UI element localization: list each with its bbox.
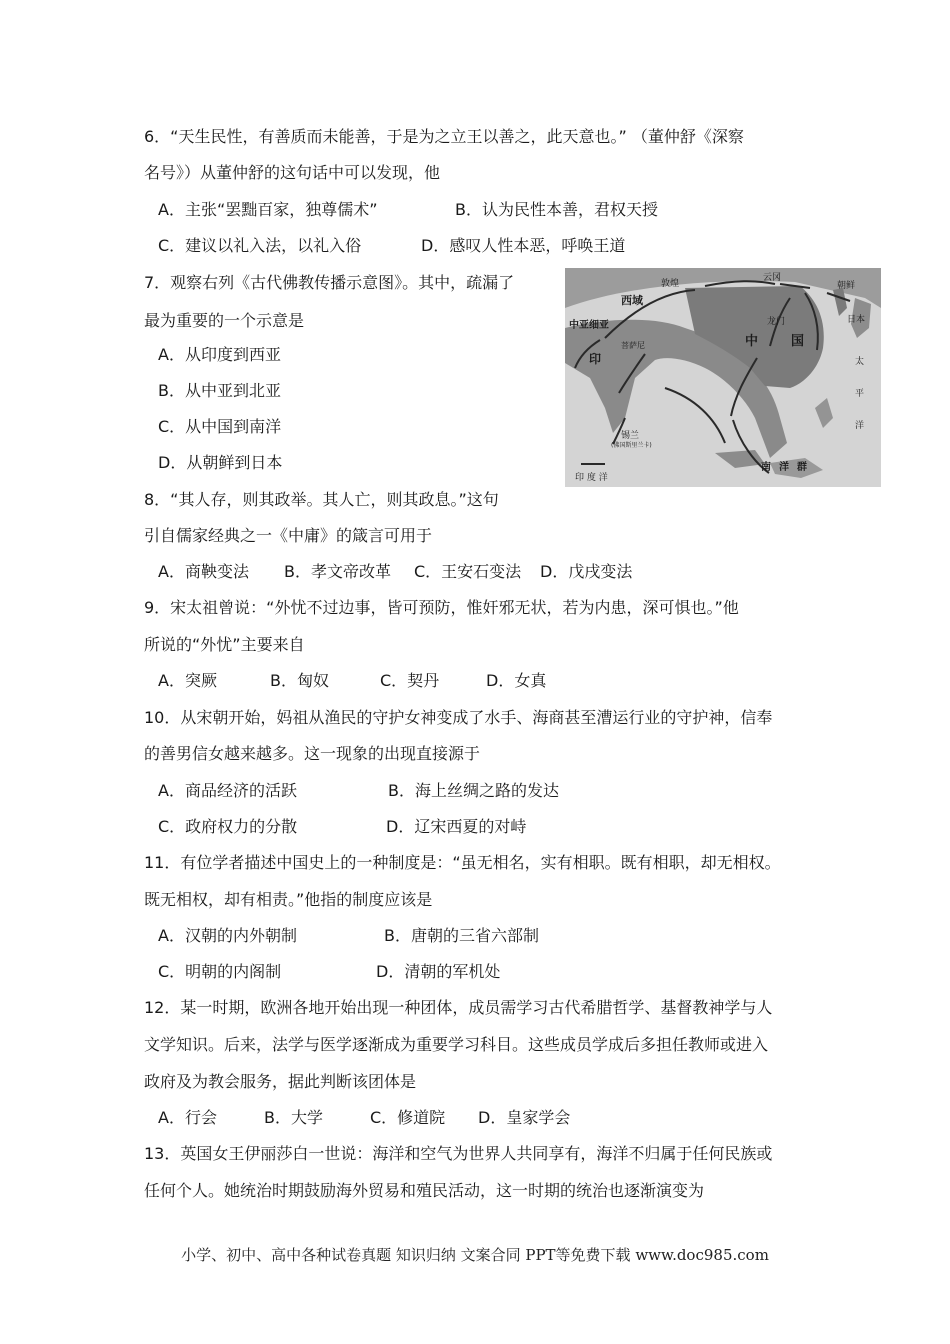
q12-option-d: D．皇家学会: [478, 1108, 571, 1127]
map-label-pacific-3: 洋: [855, 421, 865, 431]
q6-line1: 6．“天生民性，有善质而未能善，于是为之立王以善之，此天意也。” （董仲舒《深察: [144, 127, 744, 146]
q12-line2: 文学知识。后来，法学与医学逐渐成为重要学习科目。这些成员学成后多担任教师或进入: [144, 1035, 769, 1054]
q7-option-c: C．从中国到南洋: [158, 417, 282, 436]
q6-line2: 名号》）从董仲舒的这句话中可以发现，他: [144, 163, 441, 182]
q10-option-a: A．商品经济的活跃: [158, 781, 297, 800]
map-label-nanyang-1: 南: [761, 462, 771, 473]
q7-line2: 最为重要的一个示意是: [144, 311, 305, 330]
map-label-india: 印: [589, 352, 602, 366]
map-label-dunhuang: 敦煌: [661, 279, 680, 289]
q8-line1: 8．“其人存，则其政举。其人亡，则其政息。”这句: [144, 490, 499, 509]
q6-option-d: D．感叹人性本恶，呼唤王道: [421, 236, 626, 255]
map-label-china-1: 中: [745, 334, 759, 349]
q10-line1: 10．从宋朝开始，妈祖从渔民的守护女神变成了水手、海商甚至漕运行业的守护神，信奉: [144, 708, 773, 727]
map-label-western-regions: 西域: [621, 294, 643, 307]
map-label-nanyang-2: 洋: [779, 462, 789, 473]
q12-line3: 政府及为教会服务，据此判断该团体是: [144, 1072, 417, 1091]
q11-line2: 既无相权，却有相责。”他指的制度应该是: [144, 890, 433, 909]
map-label-pacific-2: 平: [855, 389, 865, 399]
q10-option-b: B．海上丝绸之路的发达: [388, 781, 559, 800]
q10-option-c: C．政府权力的分散: [158, 817, 298, 836]
map-label-nanyang-3: 群: [797, 462, 807, 473]
map-label-korea: 朝鲜: [837, 281, 856, 291]
q12-option-a: A．行会: [158, 1108, 217, 1127]
q12-option-b: B．大学: [264, 1108, 323, 1127]
q7-option-a: A．从印度到西亚: [158, 345, 281, 364]
map-label-china-2: 国: [791, 334, 805, 349]
map-label-yungang: 云冈: [763, 273, 782, 283]
map-label-nepal: 菩萨尼: [621, 341, 645, 350]
map-label-central-asia: 中亚细亚: [569, 320, 609, 331]
q6-option-c: C．建议以礼入法，以礼入俗: [158, 236, 362, 255]
q9-option-b: B．匈奴: [270, 671, 329, 690]
q9-line2: 所说的“外忧”主要来自: [144, 635, 305, 654]
map-label-pacific-1: 太: [855, 357, 865, 367]
q13-line1: 13．英国女王伊丽莎白一世说：海洋和空气为世界人共同享有，海洋不归属于任何民族或: [144, 1144, 773, 1163]
buddhism-spread-map: [565, 268, 881, 487]
q11-option-b: B．唐朝的三省六部制: [384, 926, 539, 945]
q7-option-d: D．从朝鲜到日本: [158, 453, 283, 472]
q11-option-d: D．清朝的军机处: [376, 962, 501, 981]
map-label-sri-lanka: (佛国斯里兰卡): [611, 442, 652, 449]
q8-option-b: B．孝文帝改革: [284, 562, 391, 581]
map-label-longmen: 龙门: [767, 317, 786, 327]
q8-line2: 引自儒家经典之一《中庸》的箴言可用于: [144, 526, 433, 545]
q7-option-b: B．从中亚到北亚: [158, 381, 281, 400]
q8-option-d: D．戊戌变法: [540, 562, 633, 581]
map-label-japan: 日本: [847, 315, 866, 325]
q8-option-a: A．商鞅变法: [158, 562, 249, 581]
q13-line2: 任何个人。她统治时期鼓励海外贸易和殖民活动，这一时期的统治也逐渐演变为: [144, 1181, 705, 1200]
q11-option-c: C．明朝的内阁制: [158, 962, 282, 981]
q9-option-c: C．契丹: [380, 671, 440, 690]
q9-option-d: D．女真: [486, 671, 547, 690]
q10-line2: 的善男信女越来越多。这一现象的出现直接源于: [144, 744, 481, 763]
q9-option-a: A．突厥: [158, 671, 217, 690]
q8-option-c: C．王安石变法: [414, 562, 522, 581]
map-label-ceylon: 锡兰: [621, 431, 640, 441]
q10-option-d: D．辽宋西夏的对峙: [386, 817, 527, 836]
q6-option-a: A．主张“罢黜百家，独尊儒术”: [158, 200, 378, 219]
q12-line1: 12．某一时期，欧洲各地开始出现一种团体，成员需学习古代希腊哲学、基督教神学与人: [144, 998, 773, 1017]
q6-option-b: B．认为民性本善，君权天授: [455, 200, 658, 219]
q9-line1: 9．宋太祖曾说：“外忧不过边事，皆可预防，惟奸邪无状，若为内患，深可惧也。”他: [144, 598, 739, 617]
q12-option-c: C．修道院: [370, 1108, 446, 1127]
page-footer: 小学、初中、高中各种试卷真题 知识归纳 文案合同 PPT等免费下载 www.doc985.com: [181, 1246, 769, 1264]
map-label-indian-ocean: 印 度 洋: [575, 473, 608, 483]
map-drawing: [565, 268, 881, 487]
q11-option-a: A．汉朝的内外朝制: [158, 926, 297, 945]
q7-line1: 7．观察右列《古代佛教传播示意图》。其中，疏漏了: [144, 273, 515, 292]
q11-line1: 11．有位学者描述中国史上的一种制度是：“虽无相名，实有相职。既有相职，却无相权。: [144, 853, 781, 872]
